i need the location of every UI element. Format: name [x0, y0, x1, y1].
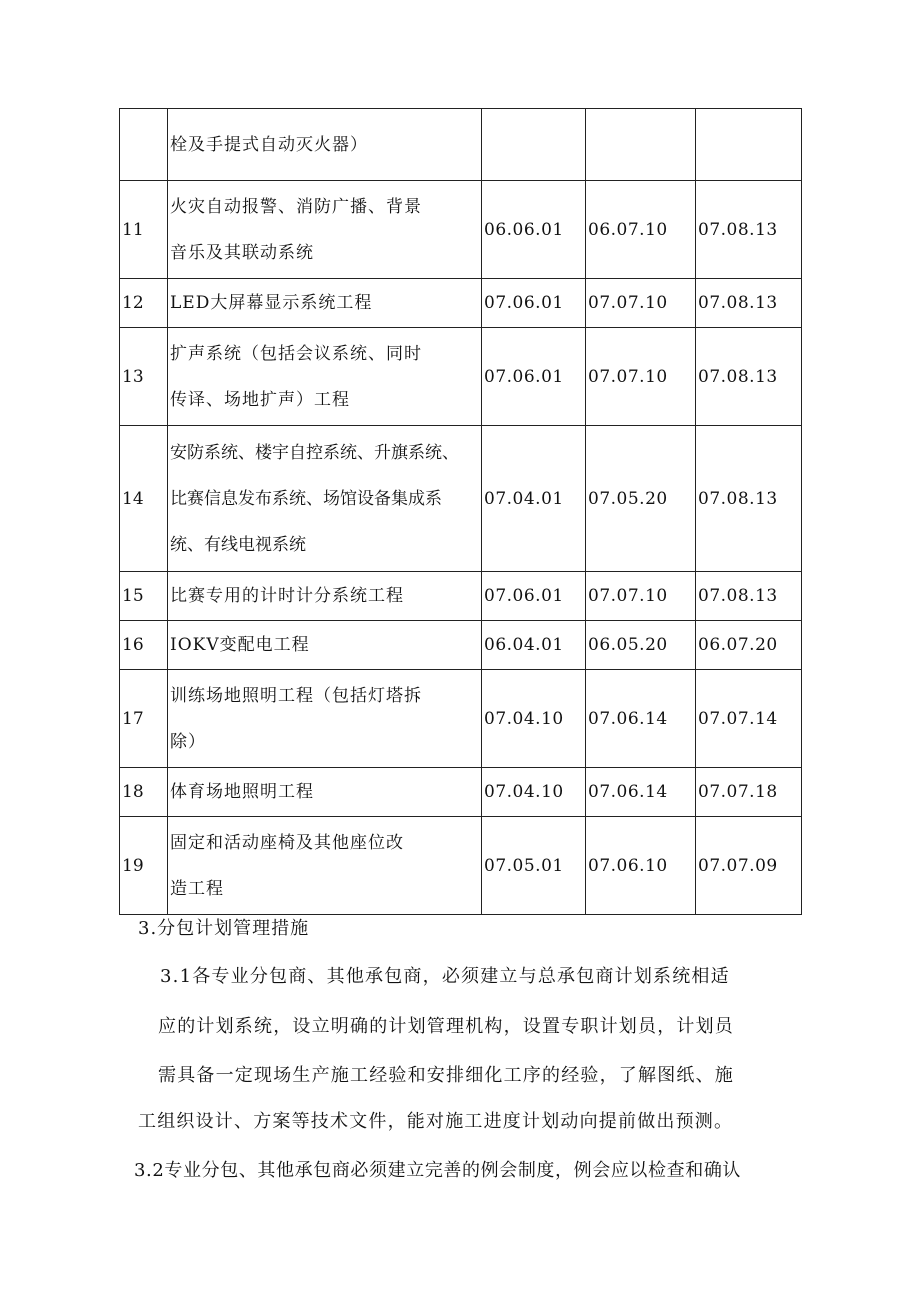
- row-number: 14: [120, 426, 168, 572]
- item-name-line: 比赛专用的计时计分系统工程: [170, 586, 404, 606]
- item-name: [168, 426, 482, 572]
- row-number: 16: [120, 621, 168, 670]
- date-end: 07.08.13: [696, 328, 802, 426]
- date-mid: 07.07.10: [586, 572, 696, 621]
- item-name: [168, 109, 482, 181]
- date-mid: [586, 109, 696, 181]
- row-number: 15: [120, 572, 168, 621]
- date-end: 06.07.20: [696, 621, 802, 670]
- item-name-line: 音乐及其联动系统: [170, 242, 314, 263]
- section-heading: 3.分包计划管理措施: [138, 918, 310, 939]
- date-start: 07.05.01: [482, 817, 586, 915]
- date-start: 07.04.10: [482, 670, 586, 768]
- paragraph-line: 3.2专业分包、其他承包商必须建立完善的例会制度，例会应以检查和确认: [134, 1160, 742, 1181]
- item-name-line: 训练场地照明工程（包括灯塔拆: [170, 685, 422, 706]
- paragraph-line: 工组织设计、方案等技术文件，能对施工进度计划动向提前做出预测。: [138, 1111, 734, 1132]
- date-mid: 07.07.10: [586, 279, 696, 328]
- date-end: 07.07.18: [696, 768, 802, 817]
- item-name-line: 火灾自动报警、消防广播、背景: [170, 196, 422, 217]
- table-row: [120, 109, 802, 181]
- date-start: 06.06.01: [482, 181, 586, 279]
- date-start: [482, 109, 586, 181]
- date-end: 07.08.13: [696, 181, 802, 279]
- item-name-line: LED大屏幕显示系统工程: [170, 293, 373, 313]
- table-row: [120, 670, 802, 768]
- item-name-line: 除）: [170, 731, 206, 752]
- item-name: [168, 670, 482, 768]
- date-mid: 07.05.20: [586, 426, 696, 572]
- item-name: [168, 328, 482, 426]
- row-number: [120, 109, 168, 181]
- table-row: [120, 279, 802, 328]
- item-name-line: 扩声系统（包括会议系统、同时: [170, 343, 422, 364]
- paragraph-line: 3.1各专业分包商、其他承包商，必须建立与总承包商计划系统相适: [160, 966, 730, 987]
- item-name-line: 固定和活动座椅及其他座位改: [170, 832, 404, 853]
- date-start: 07.06.01: [482, 572, 586, 621]
- schedule-table: [119, 108, 802, 915]
- table-row: [120, 328, 802, 426]
- item-name-line: 造工程: [170, 878, 224, 899]
- table-row: [120, 621, 802, 670]
- date-end: [696, 109, 802, 181]
- date-mid: 07.06.14: [586, 768, 696, 817]
- item-name: [168, 817, 482, 915]
- date-end: 07.07.09: [696, 817, 802, 915]
- item-name: [168, 279, 482, 328]
- row-number: 11: [120, 181, 168, 279]
- paragraph-line: 需具备一定现场生产施工经验和安排细化工序的经验，了解图纸、施: [158, 1065, 734, 1086]
- item-name: [168, 181, 482, 279]
- date-start: 07.04.01: [482, 426, 586, 572]
- table-row: [120, 426, 802, 572]
- table-row: [120, 768, 802, 817]
- date-start: 06.04.01: [482, 621, 586, 670]
- table-row: [120, 181, 802, 279]
- table-row: [120, 572, 802, 621]
- date-mid: 07.07.10: [586, 328, 696, 426]
- date-end: 07.08.13: [696, 426, 802, 572]
- item-name-line: 统、有线电视系统: [170, 534, 306, 555]
- table-row: [120, 817, 802, 915]
- row-number: 17: [120, 670, 168, 768]
- date-mid: 06.05.20: [586, 621, 696, 670]
- date-mid: 06.07.10: [586, 181, 696, 279]
- row-number: 13: [120, 328, 168, 426]
- row-number: 19: [120, 817, 168, 915]
- item-name: [168, 768, 482, 817]
- item-name: [168, 621, 482, 670]
- item-name-line: 比赛信息发布系统、场馆设备集成系: [170, 488, 442, 509]
- date-mid: 07.06.10: [586, 817, 696, 915]
- date-start: 07.06.01: [482, 279, 586, 328]
- date-end: 07.08.13: [696, 572, 802, 621]
- date-end: 07.08.13: [696, 279, 802, 328]
- item-name-line: IOKV变配电工程: [170, 635, 310, 655]
- date-start: 07.06.01: [482, 328, 586, 426]
- date-end: 07.07.14: [696, 670, 802, 768]
- item-name: [168, 572, 482, 621]
- item-name-line: 传译、场地扩声）工程: [170, 389, 350, 410]
- row-number: 12: [120, 279, 168, 328]
- paragraph-line: 应的计划系统，设立明确的计划管理机构，设置专职计划员，计划员: [158, 1016, 734, 1037]
- date-mid: 07.06.14: [586, 670, 696, 768]
- date-start: 07.04.10: [482, 768, 586, 817]
- row-number: 18: [120, 768, 168, 817]
- item-name-line: 栓及手提式自动灭火器）: [170, 134, 368, 155]
- item-name-line: 体育场地照明工程: [170, 782, 314, 802]
- item-name-line: 安防系统、楼宇自控系统、升旗系统、: [170, 442, 459, 463]
